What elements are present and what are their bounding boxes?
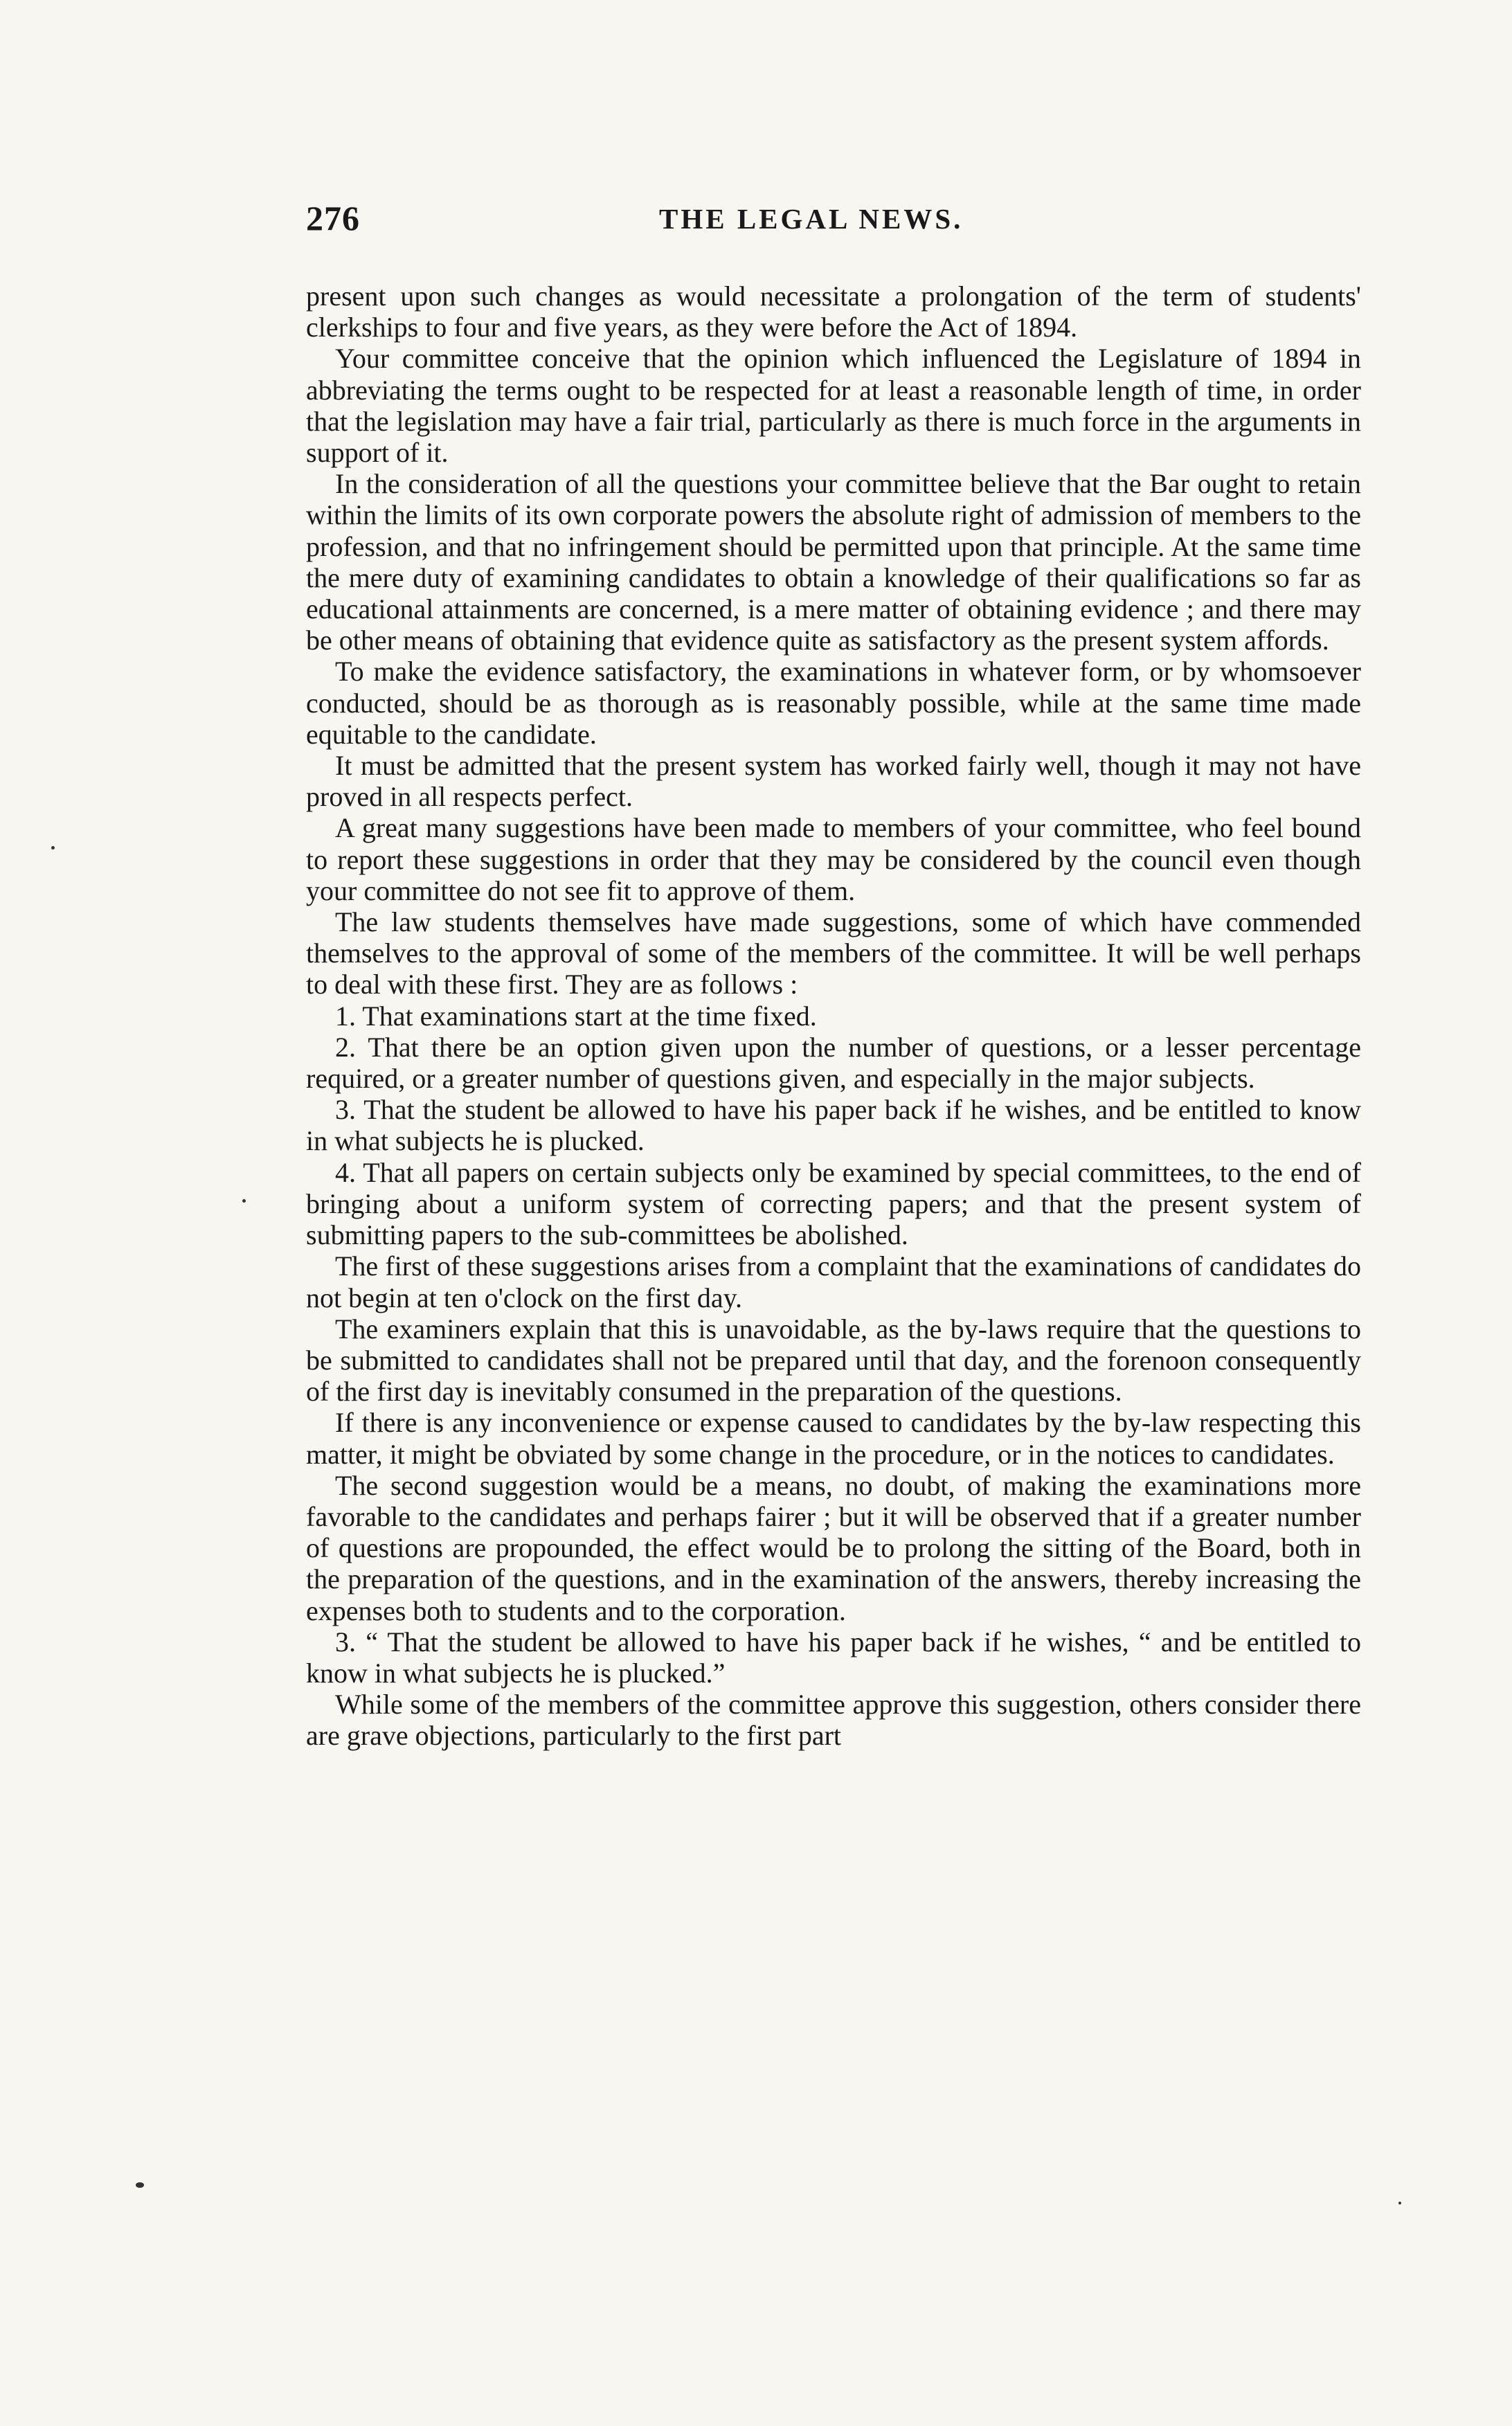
list-item: 4. That all papers on certain subjects only be examined by special committees, to the end of bringing about a uniform system of correcting papers; and that the present system of submitting papers to the sub-committees be abolished.	[306, 1156, 1361, 1251]
quoted-suggestion: 3. “ That the student be allowed to have his paper back if he wishes, “ and be entitled to know in what subjects he is plucked.”	[306, 1626, 1361, 1689]
paragraph: The law students themselves have made suggestions, some of which have commended themselves to the approval of some of the members of the committee. It will be well perhaps to deal with these first. They are as follows :	[306, 906, 1361, 1000]
list-item: 3. That the student be allowed to have his paper back if he wishes, and be entitled to know in what subjects he is plucked.	[306, 1094, 1361, 1157]
list-item: 1. That examinations start at the time fixed.	[335, 1000, 817, 1032]
page-header	[306, 198, 1361, 240]
paragraph: While some of the members of the committee approve this suggestion, others consider there are grave objections, particularly to the first part	[306, 1689, 1361, 1752]
paragraph: In the consideration of all the questions your committee believe that the Bar ought to retain within the limits of its own corporate powers the absolute right of admission of members to the profession, and that no infringement should be permitted upon that principle. At the same time the mere duty of examining candidates to obtain a knowledge of their qualifications so far as educational attainments are concerned, is a mere matter of obtaining evidence ; and there may be other means of obtaining that evidence quite as satisfactory as the present system affords.	[306, 468, 1361, 656]
paragraph: The examiners explain that this is unavoidable, as the by-laws require that the questions to be submitted to candidates shall not be prepared until that day, and the forenoon consequently of the first day is inevitably consumed in the preparation of the questions.	[306, 1313, 1361, 1408]
list-item: 2. That there be an option given upon the number of questions, or a lesser percentage required, or a greater number of questions given, and especially in the major subjects.	[306, 1031, 1361, 1095]
paragraph: If there is any inconvenience or expense caused to candidates by the by-law respecting this matter, it might be obviated by some change in the procedure, or in the notices to candidates.	[306, 1407, 1361, 1470]
scan-speck	[51, 846, 55, 850]
page-number: 276	[306, 199, 360, 237]
paragraph: It must be admitted that the present system has worked fairly well, though it may not have proved in all respects perfect.	[306, 750, 1361, 813]
paragraph: The first of these suggestions arises from a complaint that the examinations of candidates do not begin at ten o'clock on the first day.	[306, 1250, 1361, 1313]
paragraph: present upon such changes as would necessitate a prolongation of the term of students' clerkships to four and five years, as they were before the Act of 1894.	[306, 280, 1361, 343]
body-text	[306, 280, 1361, 1752]
scan-speck	[136, 2182, 144, 2188]
paragraph: A great many suggestions have been made to members of your committee, who feel bound to report these suggestions in order that they may be considered by the council even though your committee do not see fit to approve of them.	[306, 812, 1361, 906]
scan-speck	[1398, 2202, 1401, 2204]
scan-speck	[242, 1199, 246, 1203]
paragraph: To make the evidence satisfactory, the examinations in whatever form, or by whomsoever conducted, should be as thorough as is reasonably possible, while at the same time made equitable to the candidate.	[306, 656, 1361, 750]
paragraph: Your committee conceive that the opinion which influenced the Legislature of 1894 in abbreviating the terms ought to be respected for at least a reasonable length of time, in order that the legislation may have a fair trial, particularly as there is much force in the arguments in support of it.	[306, 343, 1361, 469]
running-title: THE LEGAL NEWS.	[659, 203, 964, 235]
paragraph: The second suggestion would be a means, no doubt, of making the examinations more favorable to the candidates and perhaps fairer ; but it will be observed that if a greater number of questions are propounded, the effect would be to prolong the sitting of the Board, both in the preparation of the questions, and in the examination of the answers, thereby increasing the expenses both to students and to the corporation.	[306, 1469, 1361, 1626]
